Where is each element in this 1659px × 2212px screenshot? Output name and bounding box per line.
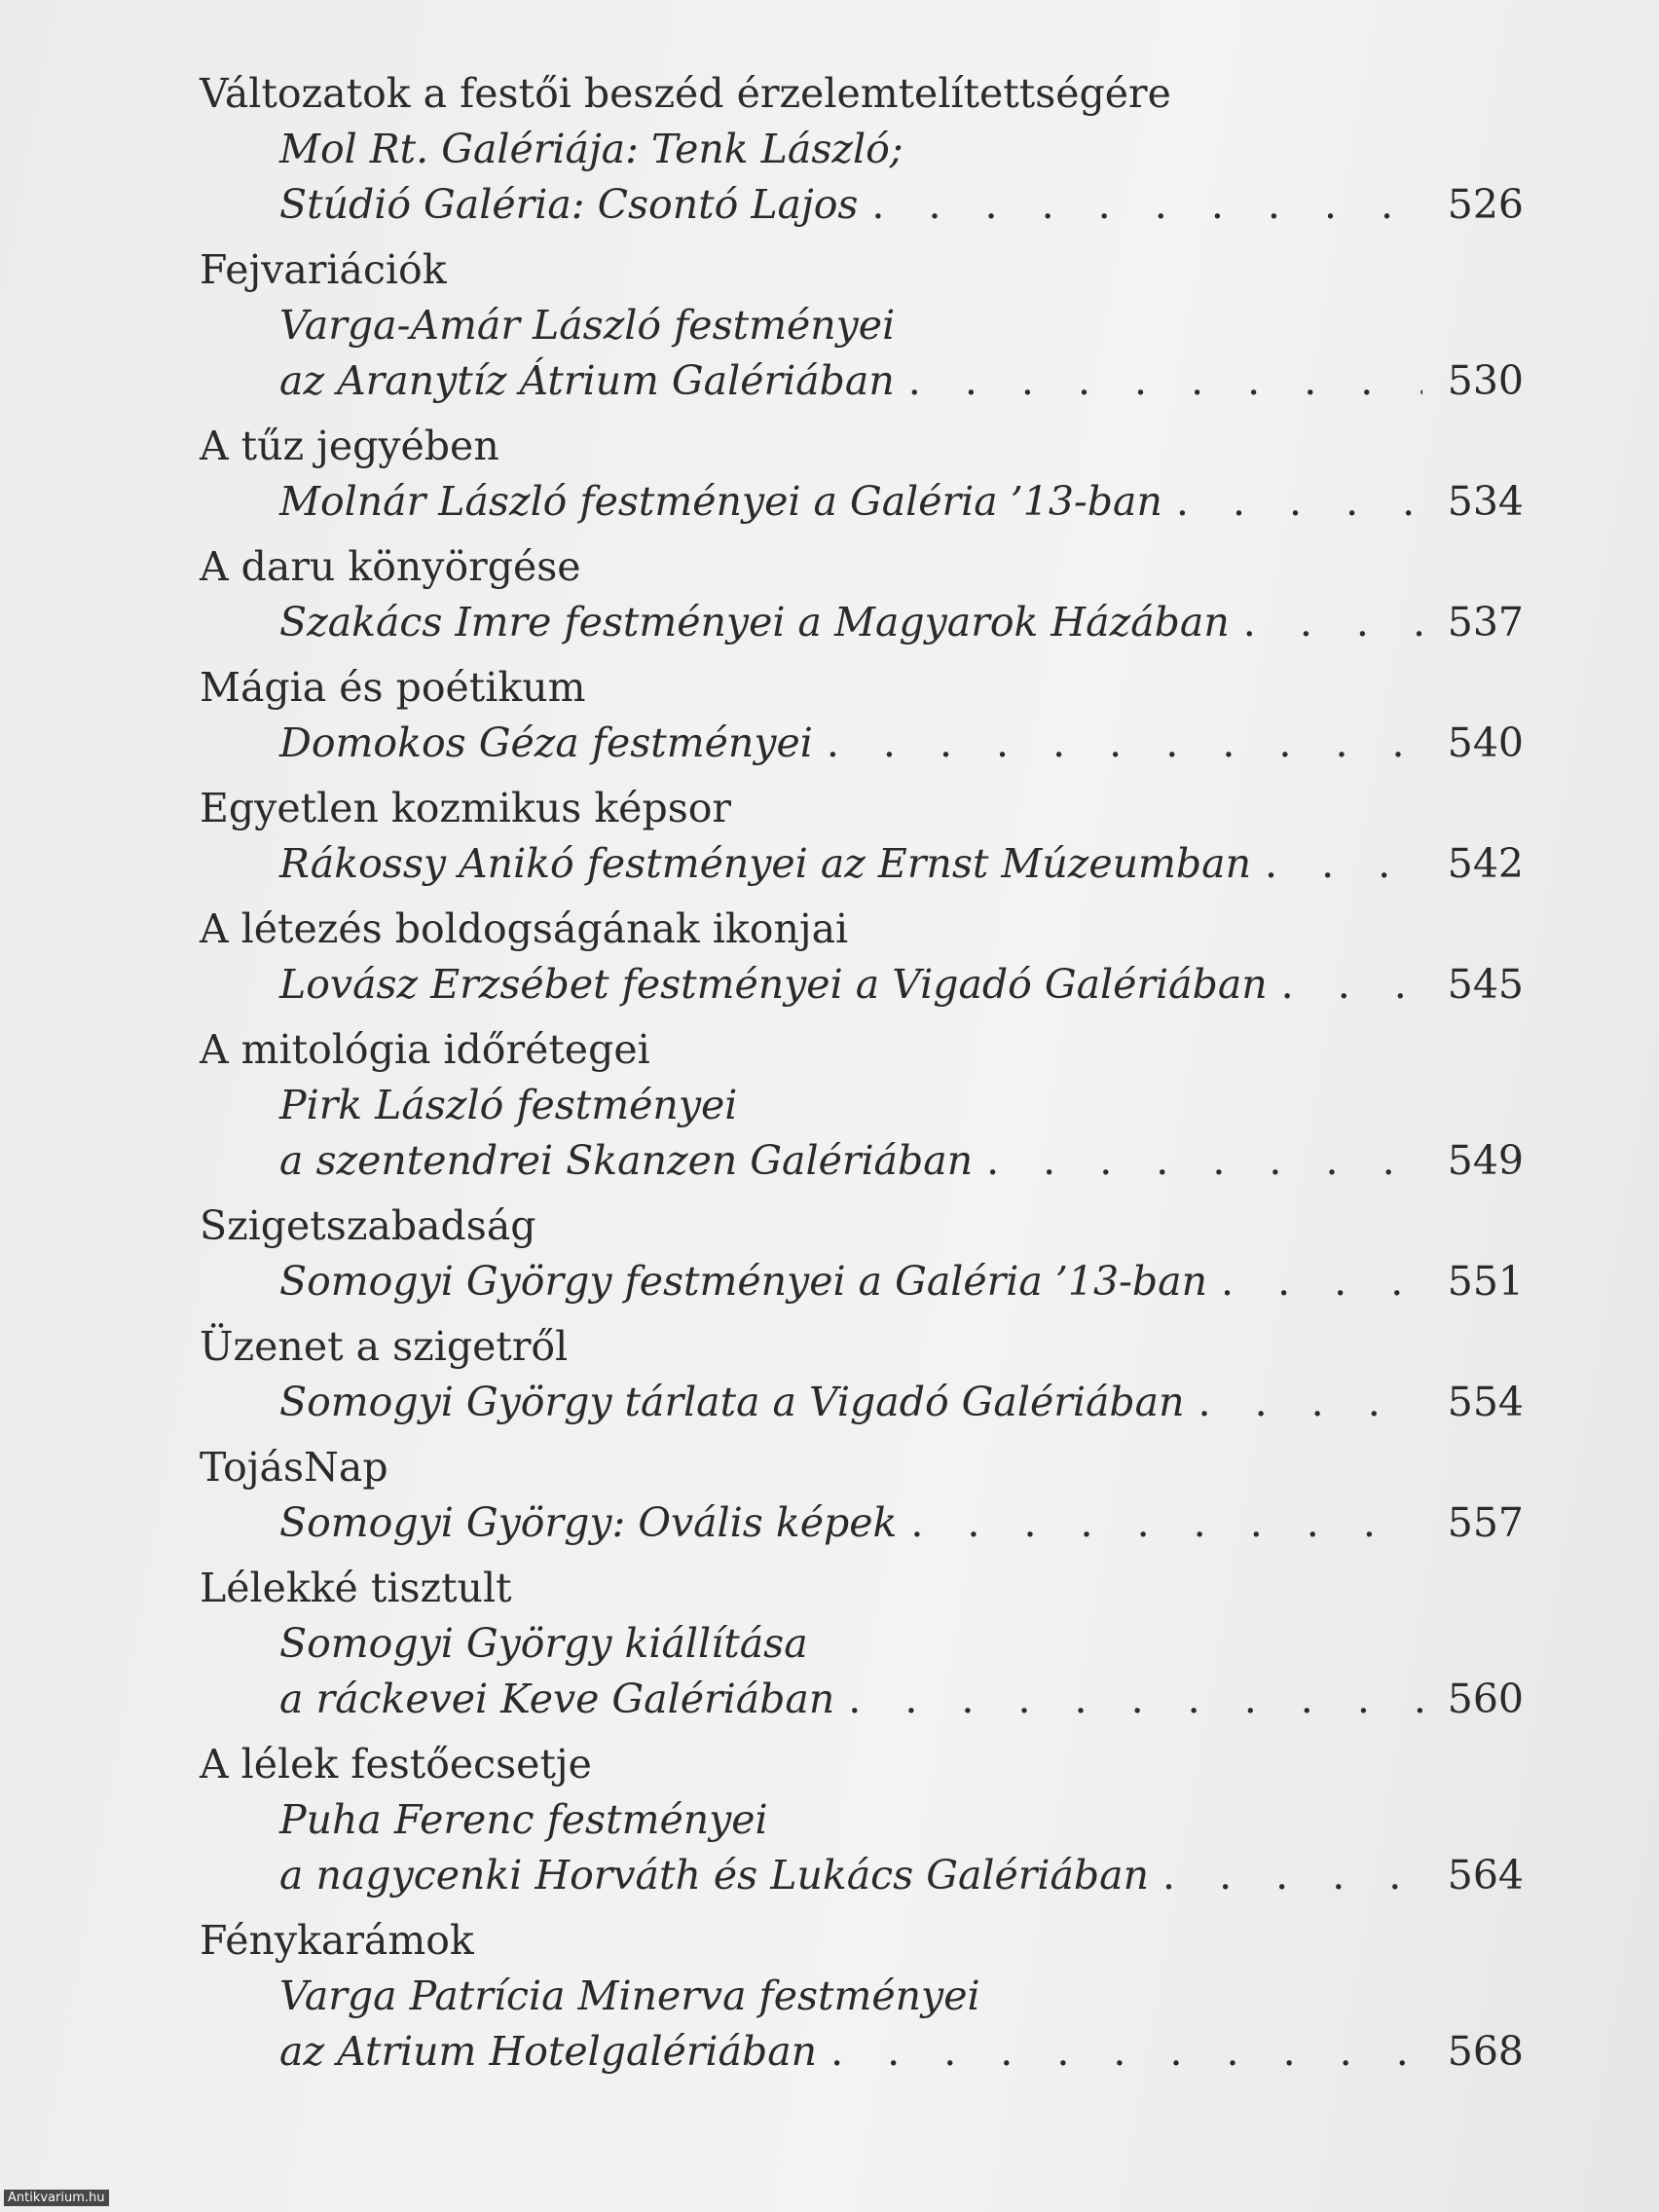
page-number: 530	[1447, 357, 1524, 404]
dot-leader	[910, 1495, 1422, 1551]
page-number: 540	[1447, 719, 1524, 766]
entry-subtitle: Mol Rt. Galériája: Tenk László;	[279, 126, 903, 172]
entry-subtitle: Somogyi György festményei a Galéria ’13-ban	[279, 1258, 1207, 1305]
page-number: 560	[1447, 1676, 1524, 1722]
entry-subtitle: a ráckevei Keve Galériában	[279, 1676, 835, 1722]
entry-title: Változatok a festői beszéd érzelemtelítettségére	[200, 70, 1171, 117]
toc-entry	[200, 539, 1524, 650]
entry-subtitle: a nagycenki Horváth és Lukács Galériában	[279, 1852, 1150, 1899]
entry-title: Üzenet a szigetről	[200, 1323, 569, 1370]
entry-title: A tűz jegyében	[200, 423, 499, 469]
page-number: 526	[1447, 181, 1524, 228]
entry-line-with-page	[200, 353, 1524, 409]
page-number: 542	[1447, 840, 1524, 887]
toc-entry	[200, 1440, 1524, 1551]
entry-title: Egyetlen kozmikus képsor	[200, 785, 732, 831]
toc-entry	[200, 902, 1524, 1013]
entry-subtitle: Puha Ferenc festményei	[279, 1796, 768, 1843]
entry-subtitle: Varga Patrícia Minerva festményei	[279, 1972, 980, 2019]
page-number: 554	[1447, 1379, 1524, 1425]
entry-title: A mitológia időrétegei	[200, 1026, 650, 1073]
toc-entry	[200, 660, 1524, 771]
dot-leader	[1162, 1848, 1422, 1903]
dot-leader	[1176, 474, 1422, 530]
entry-subtitle: az Atrium Hotelgalériában	[279, 2028, 818, 2075]
page-number: 537	[1447, 599, 1524, 645]
entry-subtitle: Somogyi György kiállítása	[279, 1620, 808, 1667]
entry-title: Mágia és poétikum	[200, 664, 586, 711]
entry-line-with-page	[200, 2024, 1524, 2080]
page-number: 557	[1447, 1499, 1524, 1546]
page-number: 545	[1447, 961, 1524, 1008]
toc-entry	[200, 1319, 1524, 1430]
dot-leader	[1221, 1254, 1422, 1309]
entry-line-with-page	[200, 716, 1524, 771]
entry-line-with-page	[200, 1133, 1524, 1189]
dot-leader	[1198, 1375, 1422, 1430]
entry-title: A lélek festőecsetje	[200, 1741, 592, 1788]
dot-leader	[848, 1672, 1422, 1727]
watermark: Antikvarium.hu	[4, 2190, 109, 2206]
entry-line-with-page	[200, 177, 1524, 233]
entry-line-with-page	[200, 1848, 1524, 1903]
entry-title: Fénykarámok	[200, 1917, 474, 1964]
entry-title: Fejvariációk	[200, 246, 447, 293]
toc-entry	[200, 242, 1524, 409]
toc-entry	[200, 781, 1524, 892]
toc-entry	[200, 1198, 1524, 1309]
dot-leader	[986, 1133, 1422, 1189]
entry-line-with-page	[200, 1672, 1524, 1727]
entry-line-with-page	[200, 1375, 1524, 1430]
page-number: 534	[1447, 478, 1524, 525]
entry-line-with-page	[200, 1254, 1524, 1309]
entry-title: Szigetszabadság	[200, 1202, 536, 1249]
dot-leader	[1265, 836, 1422, 892]
dot-leader	[1281, 957, 1422, 1013]
entry-subtitle: Domokos Géza festményei	[279, 719, 813, 766]
toc-entry	[200, 1022, 1524, 1189]
entry-title: A létezés boldogságának ikonjai	[200, 905, 849, 952]
entry-subtitle: Rákossy Anikó festményei az Ernst Múzeumban	[279, 840, 1252, 887]
entry-subtitle: a szentendrei Skanzen Galériában	[279, 1137, 974, 1184]
entry-subtitle: Varga-Amár László festményei	[279, 302, 896, 349]
toc-entry	[200, 1913, 1524, 2080]
entry-line-with-page	[200, 1495, 1524, 1551]
dot-leader	[827, 716, 1422, 771]
entry-title: Lélekké tisztult	[200, 1565, 512, 1611]
page-number: 551	[1447, 1258, 1524, 1305]
entry-line-with-page	[200, 957, 1524, 1013]
toc-entry	[200, 66, 1524, 233]
dot-leader	[1243, 595, 1422, 650]
entry-subtitle: Lovász Erzsébet festményei a Vigadó Galériában	[279, 961, 1268, 1008]
page-number: 564	[1447, 1852, 1524, 1899]
entry-line-with-page	[200, 836, 1524, 892]
entry-subtitle: Pirk László festményei	[279, 1082, 738, 1128]
entry-title: TojásNap	[200, 1444, 388, 1491]
page-number: 549	[1447, 1137, 1524, 1184]
toc-entry	[200, 1561, 1524, 1727]
page-number: 568	[1447, 2028, 1524, 2075]
table-of-contents	[200, 66, 1524, 2089]
entry-line-with-page	[200, 474, 1524, 530]
dot-leader	[908, 353, 1422, 409]
toc-entry	[200, 1737, 1524, 1903]
entry-subtitle: Szakács Imre festményei a Magyarok Házában	[279, 599, 1230, 645]
entry-subtitle: Stúdió Galéria: Csontó Lajos	[279, 181, 859, 228]
entry-subtitle: Somogyi György: Ovális képek	[279, 1499, 898, 1546]
entry-subtitle: Somogyi György tárlata a Vigadó Galériában	[279, 1379, 1185, 1425]
entry-title: A daru könyörgése	[200, 543, 581, 590]
entry-subtitle: az Aranytíz Átrium Galériában	[279, 357, 895, 404]
dot-leader	[871, 177, 1422, 233]
toc-entry	[200, 419, 1524, 530]
entry-subtitle: Molnár László festményei a Galéria ’13-ban	[279, 478, 1162, 525]
entry-line-with-page	[200, 595, 1524, 650]
dot-leader	[830, 2024, 1422, 2080]
